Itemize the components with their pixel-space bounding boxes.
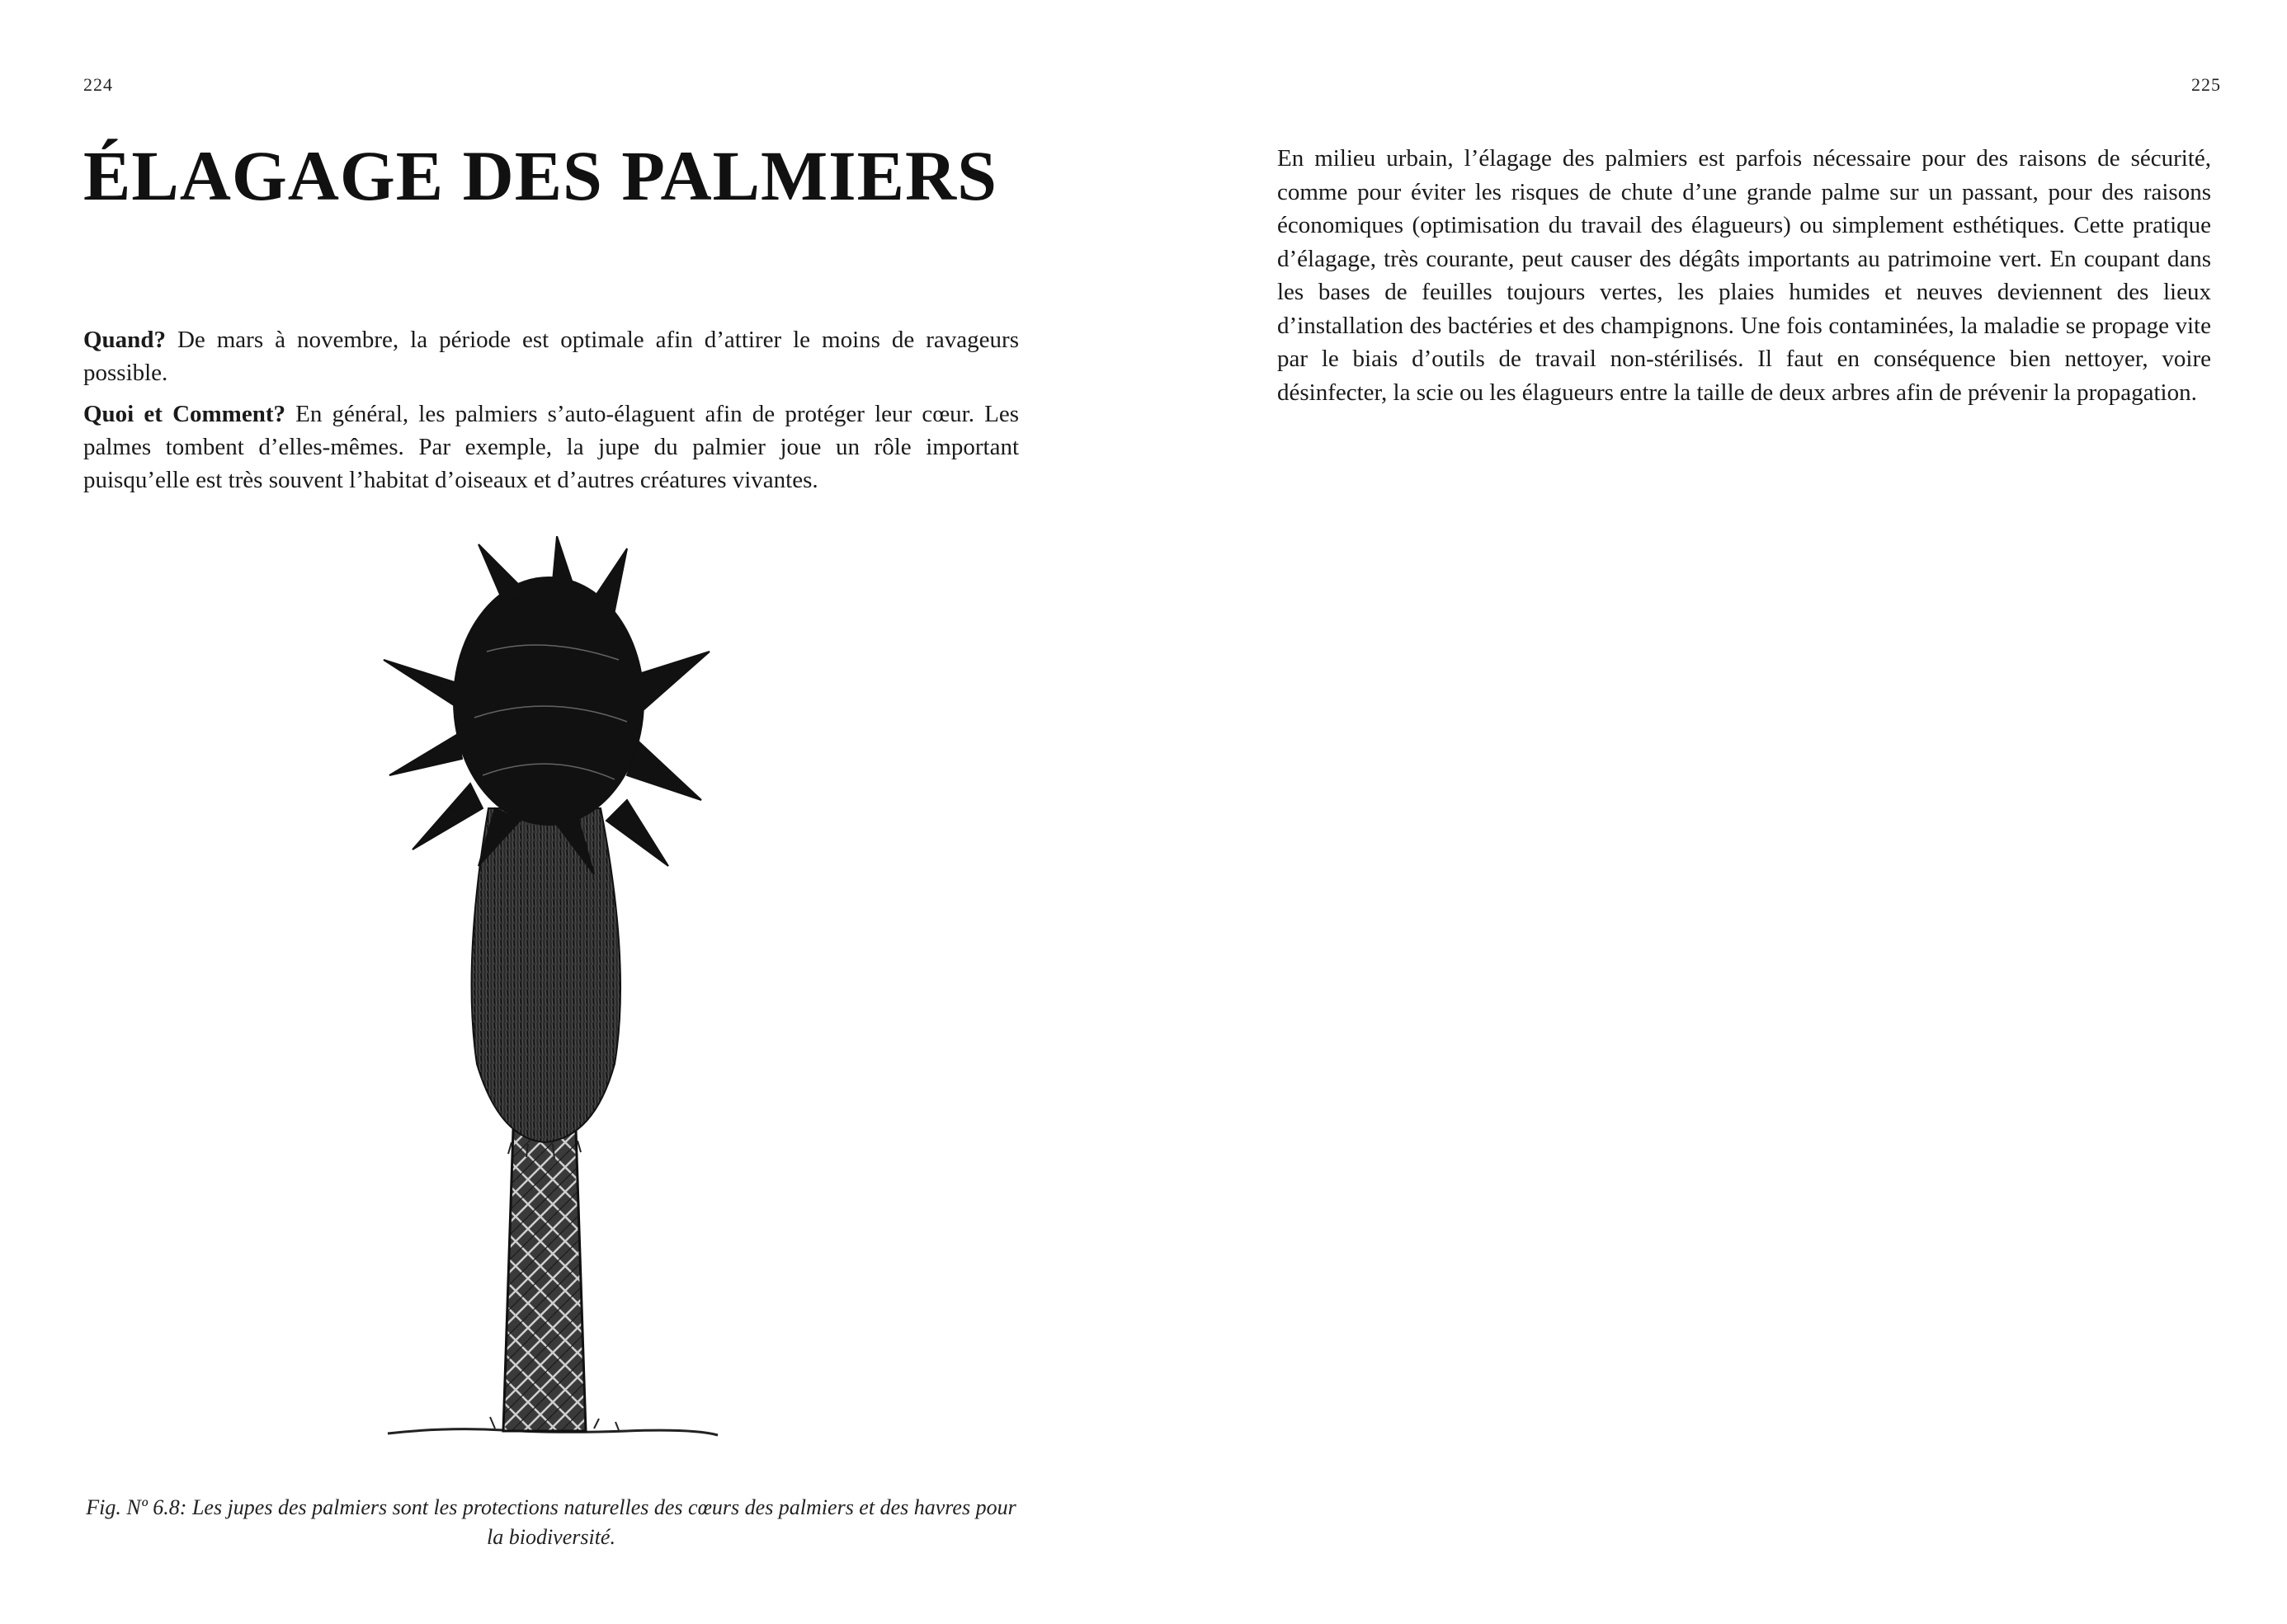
paragraph-when	[83, 323, 1019, 389]
paragraph-urban: En milieu urbain, l’élagage des palmiers est parfois nécessaire pour des raisons de sécurité, comme pour éviter les risques de chute d’une grande palme sur un passant, pour des raisons économiques (optimisation du travail des élagueurs) ou simplement esthétiques. Cette pratique d’élagage, très courante, peut causer des dégâts importants au patrimoine vert. En coupant dans les bases de feuilles toujours vertes, les plaies humides et neuves deviennent des lieux d’installation des bactéries et des champignons. Une fois contaminées, la maladie se propage vite par le biais d’outils de travail non-stérilisés. Il faut en conséquence bien nettoyer, voire désinfecter, la scie ou les élagueurs entre la taille de deux arbres afin de prévenir la propagation.	[1277, 145, 2211, 406]
text-when: De mars à novembre, la période est optimale afin d’attirer le moins de ravageurs possible.	[83, 327, 1019, 386]
paragraph-what-how	[83, 398, 1019, 497]
right-page-content	[1277, 142, 2211, 409]
page-title: ÉLAGAGE DES PALMIERS	[83, 136, 997, 215]
lead-when: Quand?	[83, 327, 166, 353]
palm-tree-illustration-icon	[380, 536, 734, 1460]
page-number-left: 224	[83, 74, 113, 95]
left-page-content	[83, 136, 1019, 497]
figure-caption: Fig. Nº 6.8: Les jupes des palmiers sont les protections naturelles des cœurs des palmiers et des havres pour la biodiversité.	[86, 1495, 1016, 1549]
lead-what-how: Quoi et Comment?	[83, 401, 285, 427]
text-what-how: En général, les palmiers s’auto-élaguent afin de protéger leur cœur. Les palmes tombent d’elles-mêmes. Par exemple, la jupe du palmier joue un rôle important puisqu’elle est très souvent l’habitat d’oiseaux et d’autres créatures vivantes.	[83, 401, 1019, 493]
page-number-right: 225	[2191, 74, 2221, 95]
